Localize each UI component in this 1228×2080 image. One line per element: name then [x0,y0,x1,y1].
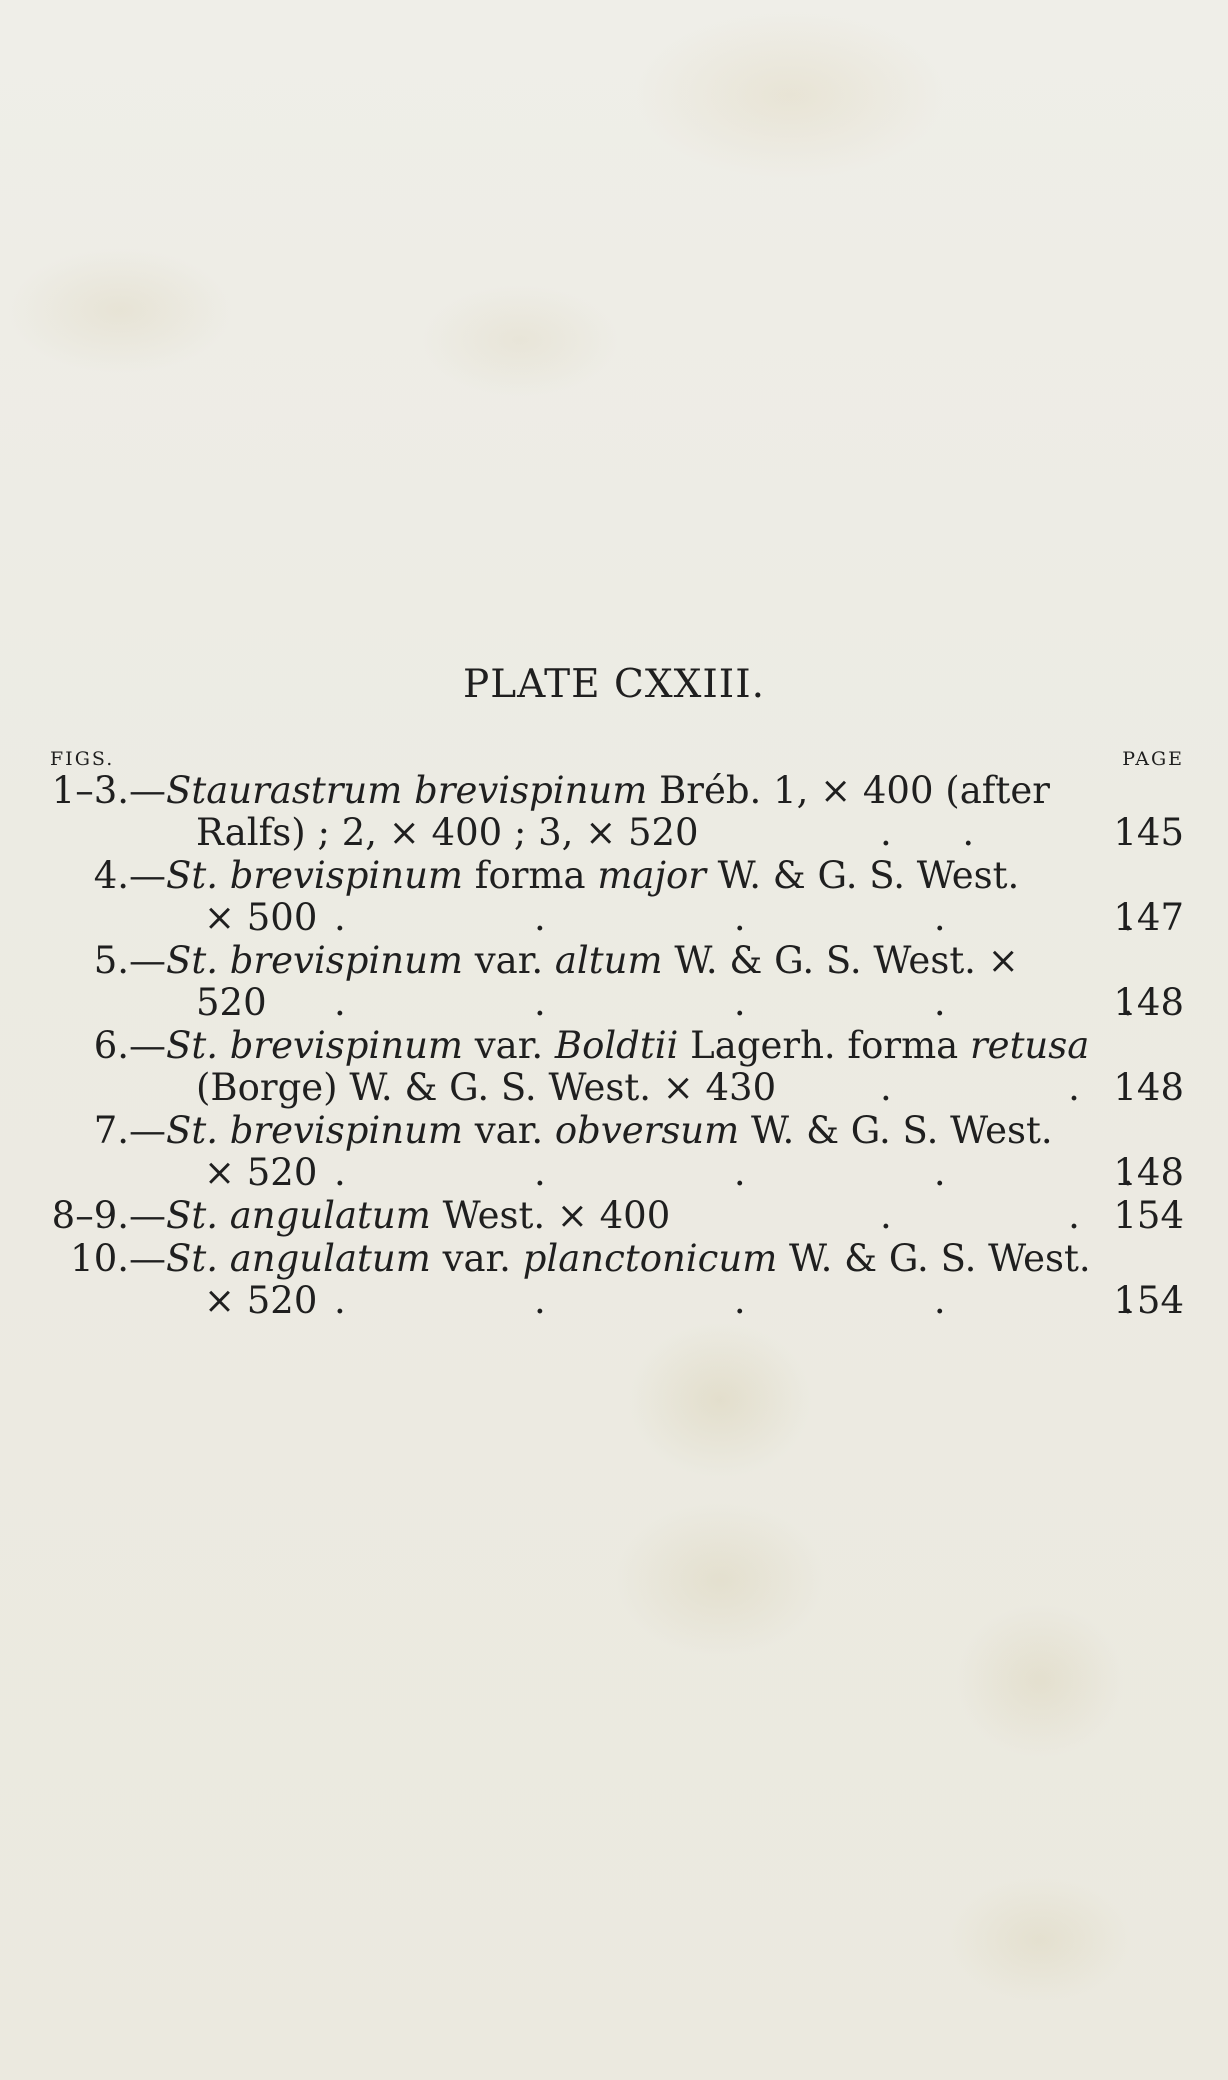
entry-fig-number: 10.— [70,1237,166,1280]
entry-description-line1: St. brevispinum forma major W. & G. S. West. [166,854,1020,897]
entry-description-line2: 520 [196,981,267,1024]
entry-description-line2: × 520 [204,1279,318,1322]
entry-description-line2: × 520 [204,1151,318,1194]
entry-description-line1: St. angulatum West. × 400 [166,1194,671,1237]
entry-description-line1: St. brevispinum var. Boldtii Lagerh. forma retusa [166,1024,1090,1067]
leader-dots: . . [880,1194,1080,1237]
species-name: Staurastrum brevispinum [166,769,648,812]
entry-fig-number: 7.— [93,1109,166,1152]
entry-description-line2: Ralfs) ; 2, × 400 ; 3, × 520 [196,811,699,854]
plate-title: PLATE CXXIII. [462,662,766,707]
entry-description-line1: Staurastrum brevispinum Bréb. 1, × 400 (after [166,769,1050,812]
entry-page-number: 154 [1113,1279,1184,1322]
entry-page-number: 154 [1113,1194,1184,1237]
entry-fig-number: 5.— [93,939,166,982]
entry-page-number: 148 [1113,1066,1184,1109]
entry-fig-number: 4.— [93,854,166,897]
entry-description-line2: (Borge) W. & G. S. West. × 430 [196,1066,777,1109]
leader-dots: . . . . . [334,896,1134,939]
leader-dots: . . [880,811,975,854]
entry-description-line1: St. angulatum var. planctonicum W. & G. S. West. [166,1237,1091,1280]
page-column-header: PAGE [1122,748,1184,770]
entry-description-line2: × 500 [204,896,318,939]
leader-dots: . . [880,1066,1080,1109]
entry-description-line1: St. brevispinum var. obversum W. & G. S. West. [166,1109,1053,1152]
entry-fig-number: 6.— [93,1024,166,1067]
entry-page-number: 148 [1113,981,1184,1024]
entry-page-number: 147 [1113,896,1184,939]
entry-page-number: 145 [1113,811,1184,854]
entry-page-number: 148 [1113,1151,1184,1194]
figs-column-header: FIGS. [50,748,115,770]
leader-dots: . . . . . [334,1151,1134,1194]
leader-dots: . . . . . [334,981,1134,1024]
entry-description-line1: St. brevispinum var. altum W. & G. S. West. × [166,939,1019,982]
entry-fig-number: 1–3.— [51,769,166,812]
entry-fig-number: 8–9.— [51,1194,166,1237]
leader-dots: . . . . . [334,1279,1134,1322]
